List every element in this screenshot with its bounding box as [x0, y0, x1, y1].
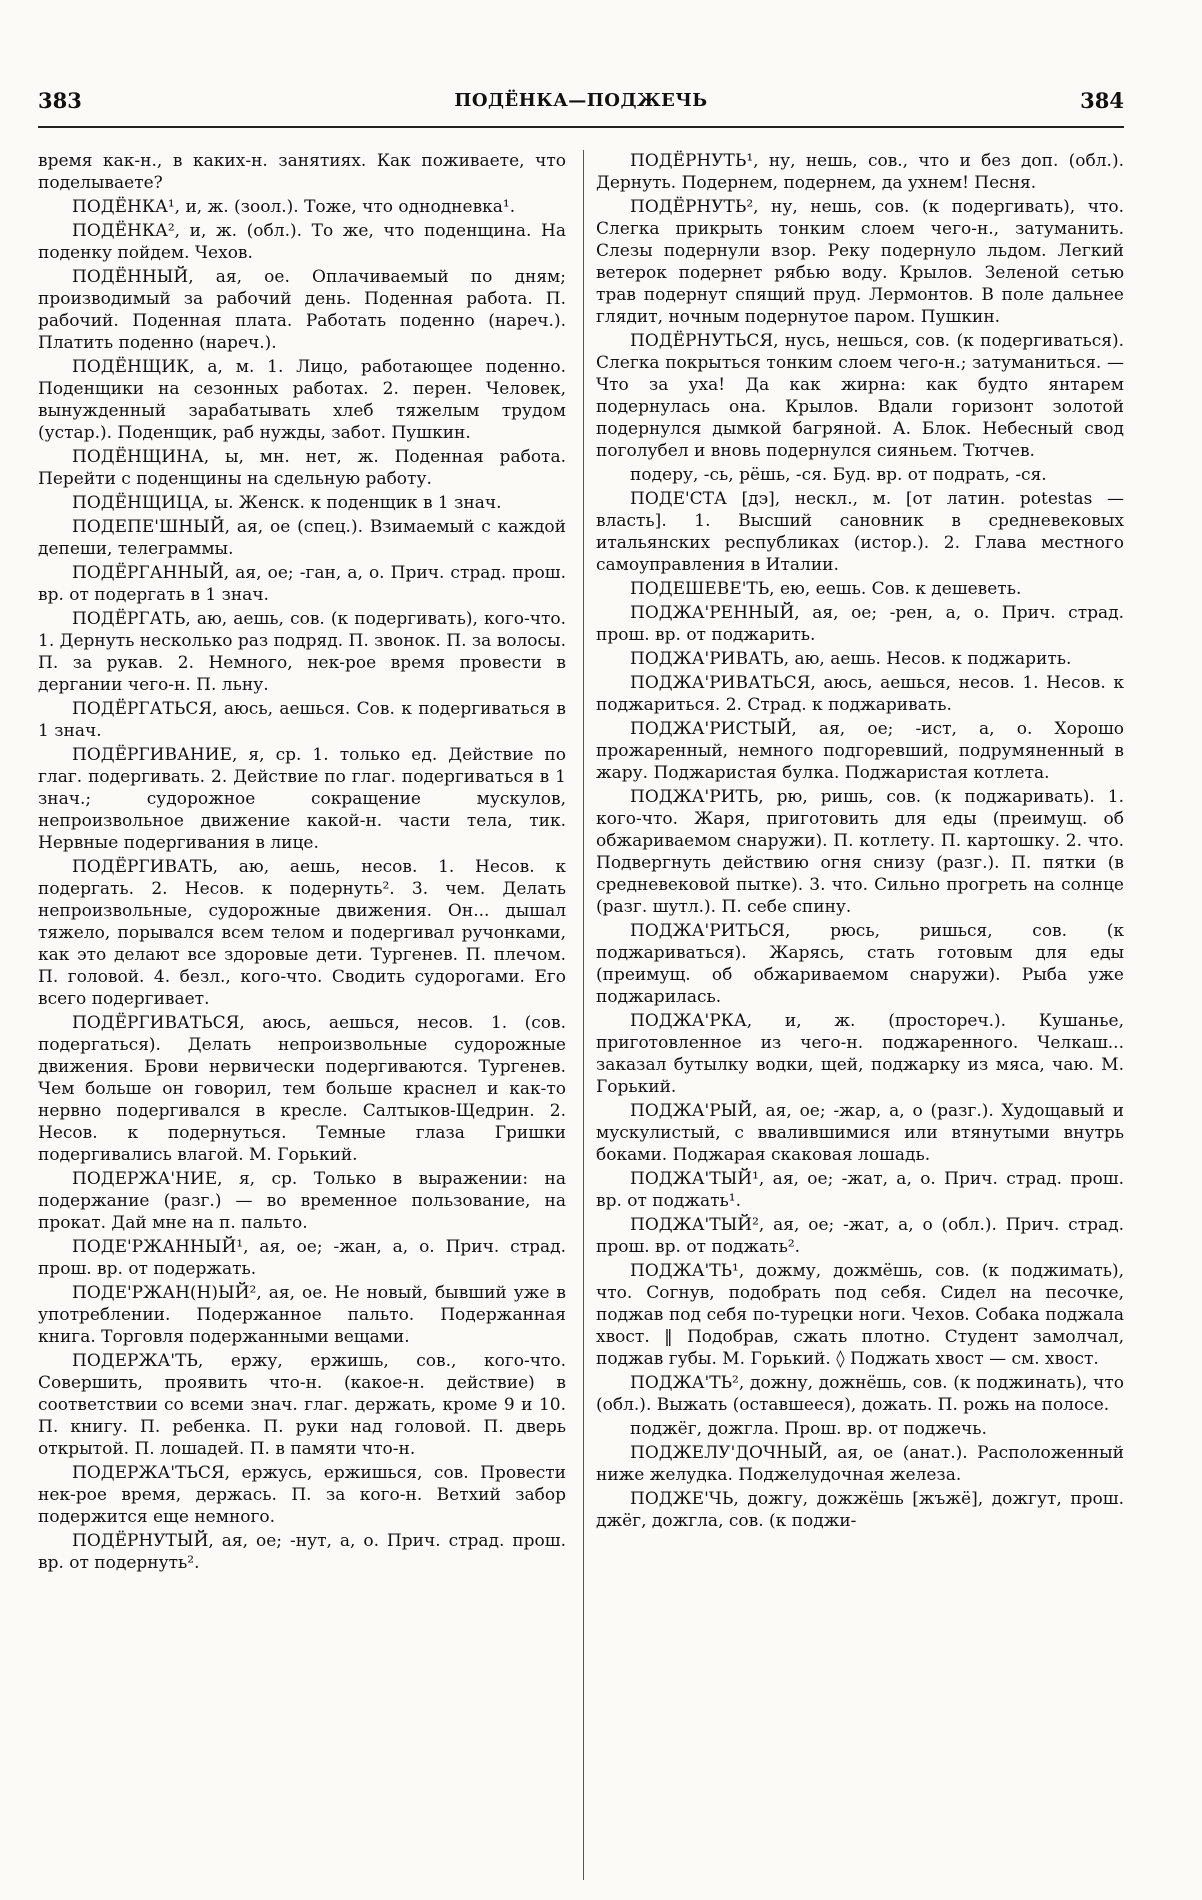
entry: ПОДЖА'РИТЬСЯ, рюсь, ришься, сов. (к поджариваться). Жарясь, стать готовым для еды (преимущ. об обжариваемом снаружи). Рыба уже поджарилась.: [596, 921, 1124, 1007]
entry: подеру, -сь, рёшь, -ся. Буд. вр. от подрать, -ся.: [630, 465, 1047, 485]
page-header: [38, 88, 1124, 118]
entry: ПОДЁНЩИЦА, ы. Женск. к поденщик в 1 знач.: [72, 493, 502, 513]
entry: ПОДЖА'ТЫЙ², ая, ое; -жат, а, о (обл.). Прич. страд. прош. вр. от поджать².: [596, 1215, 1124, 1257]
entry: ПОДЕ'РЖАННЫЙ¹, ая, ое; -жан, а, о. Прич. страд. прош. вр. от подержать.: [38, 1237, 566, 1279]
columns: [38, 150, 1124, 1880]
entry: ПОДЕШЕВЕ'ТЬ, ею, еешь. Сов. к дешеветь.: [630, 579, 1022, 599]
entry: ПОДЕРЖА'НИЕ, я, ср. Только в выражении: на подержание (разг.) — во временное пользование, на прокат. Дай мне на п. пальто.: [38, 1169, 566, 1233]
entry: ПОДЁНЩИНА, ы, мн. нет, ж. Поденная работа. Перейти с поденщины на сдельную работу.: [38, 447, 566, 489]
running-head: ПОДЁНКА—ПОДЖЕЧЬ: [454, 90, 708, 111]
entry: ПОДЖА'РИТЬ, рю, ришь, сов. (к поджаривать). 1. кого-что. Жаря, приготовить для еды (преимущ. об обжариваемом снаружи). П. котлету. П. картошку. 2. что. Подвергнуть действию огня снизу (разг.). П. пятки (в средневековой пытке). 3. что. Сильно прогреть на солнце (разг. шутл.). П. себе спину.: [596, 787, 1124, 917]
entry: ПОДЁРНУТЬ², ну, нешь, сов. (к подергивать), что. Слегка прикрыть тонким слоем чего-н., затуманить. Слезы подернули взор. Реку подернуло льдом. Легкий ветерок подернет рябью воду. Крылов. Зеленой сетью трав подернут спящий пруд. Лермонтов. В поле дальнее глядит, ночным подернутое паром. Пушкин.: [596, 197, 1124, 327]
entry: ПОДЁНКА¹, и, ж. (зоол.). Тоже, что однодневка¹.: [72, 197, 516, 217]
entry: ПОДЖА'РКА, и, ж. (простореч.). Кушанье, приготовленное из чего-н. поджаренного. Челкаш... заказал бутылку водки, щей, поджарку из мяса, чаю. М. Горький.: [596, 1011, 1124, 1097]
entry: ПОДЁРГИВАНИЕ, я, ср. 1. только ед. Действие по глаг. подергивать. 2. Действие по глаг. подергиваться в 1 знач.; судорожное сокращение мускулов, непроизвольное движение какой-н. части тела, тик. Нервные подергивания в лице.: [38, 745, 566, 853]
entry: ПОДЁНЩИК, а, м. 1. Лицо, работающее поденно. Поденщики на сезонных работах. 2. перен. Человек, вынужденный зарабатывать хлеб тяжелым трудом (устар.). Поденщик, раб нужды, забот. Пушкин.: [38, 357, 566, 443]
entry: ПОДЁРНУТЫЙ, ая, ое; -нут, а, о. Прич. страд. прош. вр. от подернуть².: [38, 1531, 566, 1573]
entry: ПОДЖЕ'ЧЬ, дожгу, дожжёшь [жъжё], дожгут, прош. джёг, дожгла, сов. (к поджи-: [596, 1489, 1124, 1531]
entry: ПОДЁННЫЙ, ая, ое. Оплачиваемый по дням; производимый за рабочий день. Поденная работа. П. рабочий. Поденная плата. Работать поденно (нареч.). Платить поденно (нареч.).: [38, 267, 566, 353]
entry: ПОДЖА'РИСТЫЙ, ая, ое; -ист, а, о. Хорошо прожаренный, немного подгоревший, подрумяненный в жару. Поджаристая булка. Поджаристая котлета.: [596, 719, 1124, 783]
entry: ПОДЕРЖА'ТЬСЯ, ержусь, ержишься, сов. Провести нек-рое время, держась. П. за кого-н. Ветхий забор подержится еще немного.: [38, 1463, 566, 1527]
entry: поджёг, дожгла. Прош. вр. от поджечь.: [630, 1419, 987, 1439]
page-number-right: 384: [1080, 88, 1124, 113]
entry: ПОДЁРНУТЬ¹, ну, нешь, сов., что и без доп. (обл.). Дернуть. Подернем, подернем, да ухнем! Песня.: [596, 151, 1124, 193]
entry: время как-н., в каких-н. занятиях. Как поживаете, что поделываете?: [38, 151, 566, 193]
page-number-left: 383: [38, 88, 82, 113]
entry: ПОДЖА'РИВАТЬ, аю, аешь. Несов. к поджарить.: [630, 649, 1072, 669]
entry: ПОДЕПЕ'ШНЫЙ, ая, ое (спец.). Взимаемый с каждой депеши, телеграммы.: [38, 517, 566, 559]
entry: ПОДЖА'ТЬ², дожну, дожнёшь, сов. (к поджинать), что (обл.). Выжать (оставшееся), дожать. П. рожь на полосе.: [596, 1373, 1124, 1415]
entry: ПОДЖА'ТЫЙ¹, ая, ое; -жат, а, о. Прич. страд. прош. вр. от поджать¹.: [596, 1169, 1124, 1211]
entry: ПОДЁРГАТЬСЯ, аюсь, аешься. Сов. к подергиваться в 1 знач.: [38, 699, 566, 741]
entry: ПОДЁРГАННЫЙ, ая, ое; -ган, а, о. Прич. страд. прош. вр. от подергать в 1 знач.: [38, 563, 566, 605]
entry: ПОДЁРГАТЬ, аю, аешь, сов. (к подергивать), кого-что. 1. Дернуть несколько раз подряд. П. звонок. П. за волосы. П. за рукав. 2. Немного, нек-рое время провести в дергании чего-н. П. льну.: [38, 609, 566, 695]
entry: ПОДЁРГИВАТЬСЯ, аюсь, аешься, несов. 1. (сов. подергаться). Делать непроизвольные судорожные движения. Брови нервически подергиваются. Тургенев. Чем больше он говорил, тем больше краснел и как-то нервно подергивался в кресле. Салтыков-Щедрин. 2. Несов. к подернуться. Темные глаза Гришки подергивались влагой. М. Горький.: [38, 1013, 566, 1165]
entry: ПОДЕРЖА'ТЬ, ержу, ержишь, сов., кого-что. Совершить, проявить что-н. (какое-н. действие) в соответствии со всеми знач. глаг. держать, кроме 9 и 10. П. книгу. П. ребенка. П. руки над головой. П. дверь открытой. П. лошадей. П. в памяти что-н.: [38, 1351, 566, 1459]
entry: ПОДЕ'РЖАН(Н)ЫЙ², ая, ое. Не новый, бывший уже в употреблении. Подержанное пальто. Подержанная книга. Торговля подержанными вещами.: [38, 1283, 566, 1347]
header-rule: [38, 126, 1124, 128]
entry: ПОДЖЕЛУ'ДОЧНЫЙ, ая, ое (анат.). Расположенный ниже желудка. Поджелудочная железа.: [596, 1443, 1124, 1485]
entry: ПОДЖА'РЕННЫЙ, ая, ое; -рен, а, о. Прич. страд. прош. вр. от поджарить.: [596, 603, 1124, 645]
entry: ПОДЁРГИВАТЬ, аю, аешь, несов. 1. Несов. к подергать. 2. Несов. к подернуть². 3. чем. Делать непроизвольные, судорожные движения. Он... дышал тяжело, порывался всем телом и подергивал ручонками, как это делают все здоровые дети. Тургенев. П. плечом. П. головой. 4. безл., кого-что. Сводить судорогами. Его всего подергивает.: [38, 857, 566, 1009]
left-column: [38, 150, 566, 1880]
entry: ПОДЁНКА², и, ж. (обл.). То же, что поденщина. На поденку пойдем. Чехов.: [38, 221, 566, 263]
entry: ПОДЖА'РИВАТЬСЯ, аюсь, аешься, несов. 1. Несов. к поджариться. 2. Страд. к поджаривать.: [596, 673, 1124, 715]
entry: ПОДЁРНУТЬСЯ, нусь, нешься, сов. (к подергиваться). Слегка покрыться тонким слоем чего-н.; затуманиться. — Что за уха! Да как жирна: как будто янтарем подернулась она. Крылов. Вдали горизонт золотой подернулся дымкой багряной. А. Блок. Небесный свод поголубел и вновь подернулся сияньем. Тютчев.: [596, 331, 1124, 461]
right-column: [596, 150, 1124, 1880]
entry: ПОДЖА'РЫЙ, ая, ое; -жар, а, о (разг.). Худощавый и мускулистый, с ввалившимися или втянутыми внутрь боками. Поджарая скаковая лошадь.: [596, 1101, 1124, 1165]
entry: ПОДЖА'ТЬ¹, дожму, дожмёшь, сов. (к поджимать), что. Согнув, подобрать под себя. Сидел на песочке, поджав под себя по-турецки ноги. Чехов. Собака поджала хвост. ‖ Подобрав, сжать плотно. Студент замолчал, поджав губы. М. Горький. ◊ Поджать хвост — см. хвост.: [596, 1261, 1124, 1369]
entry: ПОДЕ'СТА [дэ], нескл., м. [от латин. potestas — власть]. 1. Высший сановник в средневековых итальянских республиках (истор.). 2. Глава местного самоуправления в Италии.: [596, 489, 1124, 575]
